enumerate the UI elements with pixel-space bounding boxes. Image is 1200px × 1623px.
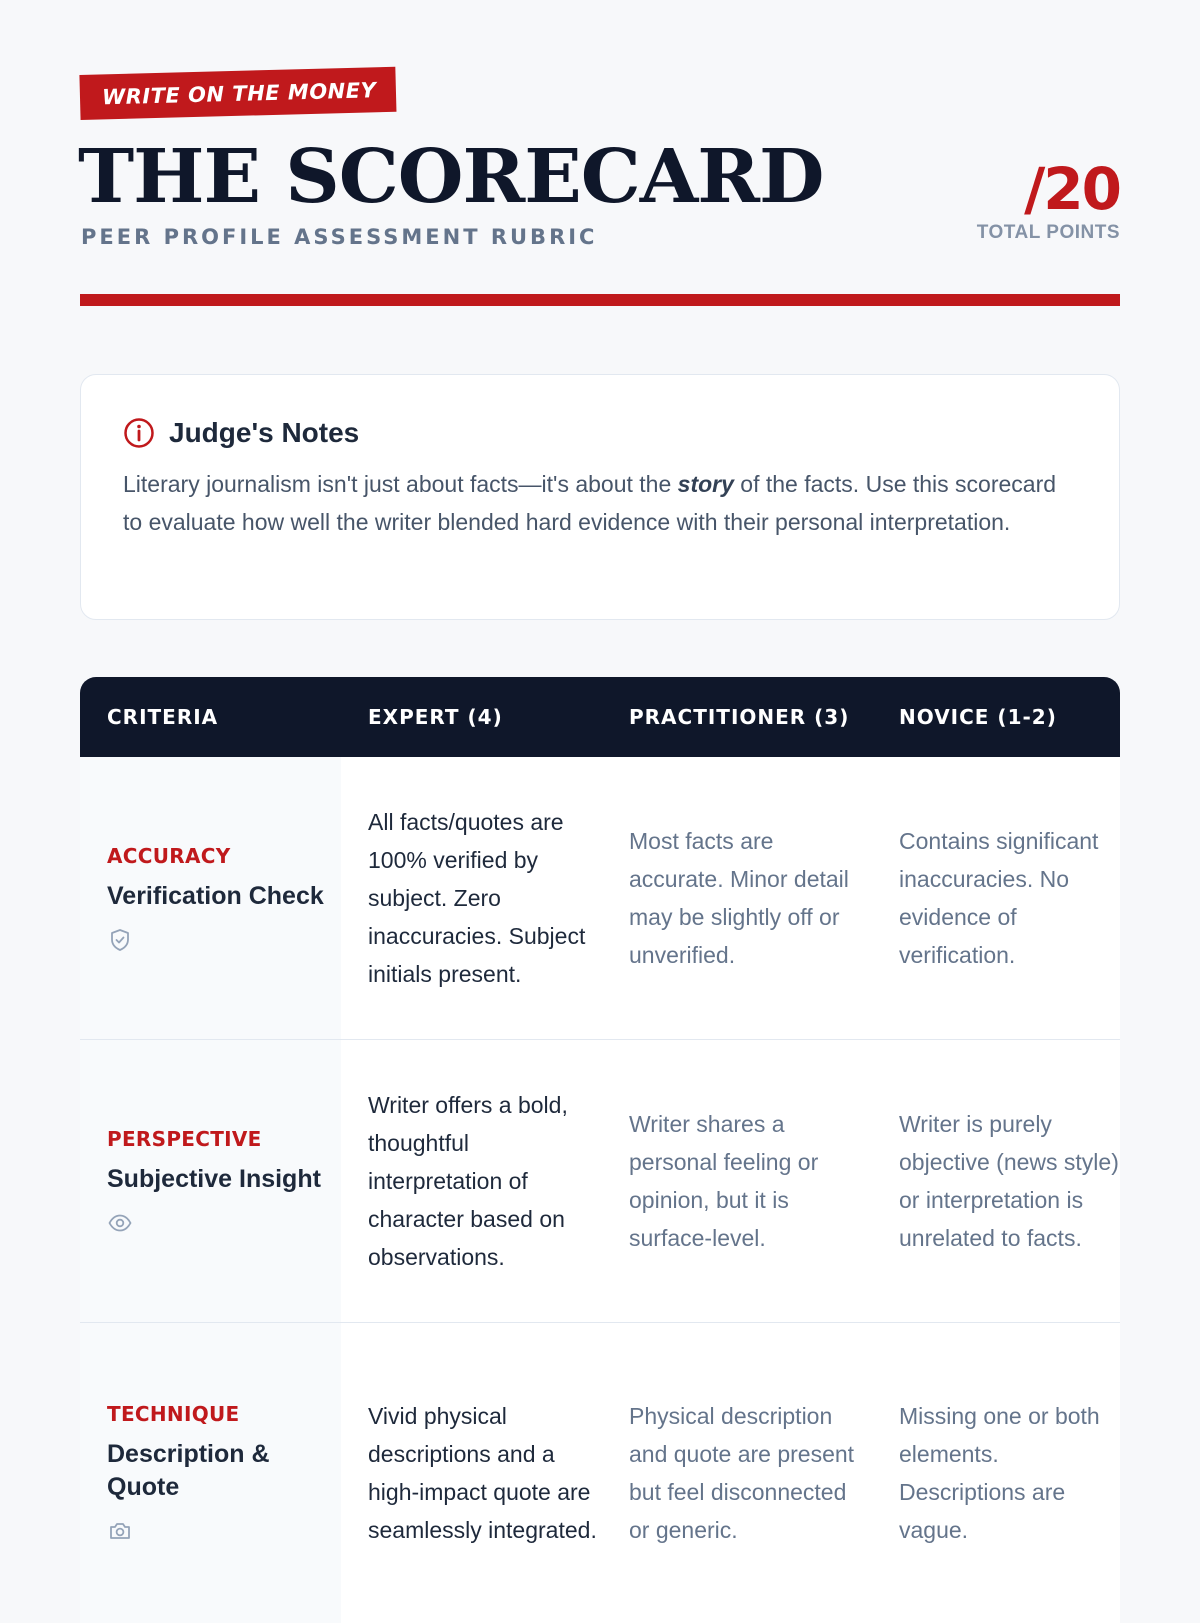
novice-text: Contains significant inaccuracies. No evidence of verification. [899, 828, 1099, 968]
total-points-label: TOTAL POINTS [976, 222, 1120, 243]
practitioner-text: Most facts are accurate. Minor detail may be slightly off or unverified. [629, 828, 849, 968]
page-subtitle: PEER PROFILE ASSESSMENT RUBRIC [81, 225, 598, 249]
header-practitioner: PRACTITIONER (3) [629, 705, 850, 729]
novice-text: Missing one or both elements. Descriptions are vague. [899, 1403, 1100, 1543]
criteria-cell [80, 1323, 341, 1623]
header-novice: NOVICE (1-2) [899, 705, 1057, 729]
expert-text: All facts/quotes are 100% verified by subject. Zero inaccuracies. Subject initials present. [368, 809, 586, 987]
notes-emphasis: story [677, 471, 734, 497]
expert-cell [341, 1323, 602, 1623]
novice-cell [872, 757, 1120, 1039]
novice-cell [872, 1323, 1120, 1623]
notes-title: Judge's Notes [169, 417, 360, 448]
novice-text: Writer is purely objective (news style) or interpretation is unrelated to facts. [899, 1111, 1119, 1251]
eye-icon [107, 1210, 133, 1236]
notes-body [123, 465, 1077, 541]
header-criteria: CRITERIA [107, 705, 219, 729]
novice-cell [872, 1040, 1120, 1322]
criteria-tag: ACCURACY [107, 843, 231, 868]
rubric-table [80, 677, 1120, 1623]
page-title: THE SCORECARD [78, 134, 824, 220]
expert-cell [341, 757, 602, 1039]
criteria-name: Verification Check [107, 881, 324, 910]
practitioner-text: Physical description and quote are present but feel disconnected or generic. [629, 1403, 855, 1543]
expert-cell [341, 1040, 602, 1322]
practitioner-text: Writer shares a personal feeling or opinion, but it is surface-level. [629, 1111, 819, 1251]
practitioner-cell [602, 757, 872, 1039]
criteria-name: Subjective Insight [107, 1164, 321, 1193]
criteria-tag: PERSPECTIVE [107, 1126, 262, 1151]
judges-notes-card [80, 374, 1120, 620]
table-row [80, 1323, 1120, 1623]
practitioner-cell [602, 1323, 872, 1623]
table-row [80, 757, 1120, 1040]
practitioner-cell [602, 1040, 872, 1322]
shield-check-icon [107, 927, 133, 953]
expert-text: Vivid physical descriptions and a high-impact quote are seamlessly integrated. [368, 1403, 597, 1543]
header-expert: EXPERT (4) [368, 705, 503, 729]
header-divider [80, 294, 1120, 306]
kicker-badge: WRITE ON THE MONEY [79, 67, 396, 120]
table-row [80, 1040, 1120, 1323]
notes-body-text-end: of the facts. Use this scorecard to evaluate how well the writer blended hard evidence with their personal interpretation. [123, 471, 1057, 535]
total-points-value: /20 [1024, 155, 1120, 223]
expert-text: Writer offers a bold, thoughtful interpretation of character based on observations. [368, 1092, 568, 1270]
criteria-tag: TECHNIQUE [107, 1402, 240, 1426]
notes-header [123, 417, 1077, 449]
camera-icon [107, 1518, 133, 1544]
criteria-name: Description & Quote [107, 1440, 270, 1501]
info-icon [123, 417, 155, 449]
notes-body-text: Literary journalism isn't just about facts—it's about the [123, 471, 678, 497]
table-header [80, 677, 1120, 757]
criteria-cell [80, 1040, 341, 1322]
total-points [976, 155, 1120, 244]
criteria-cell [80, 757, 341, 1039]
